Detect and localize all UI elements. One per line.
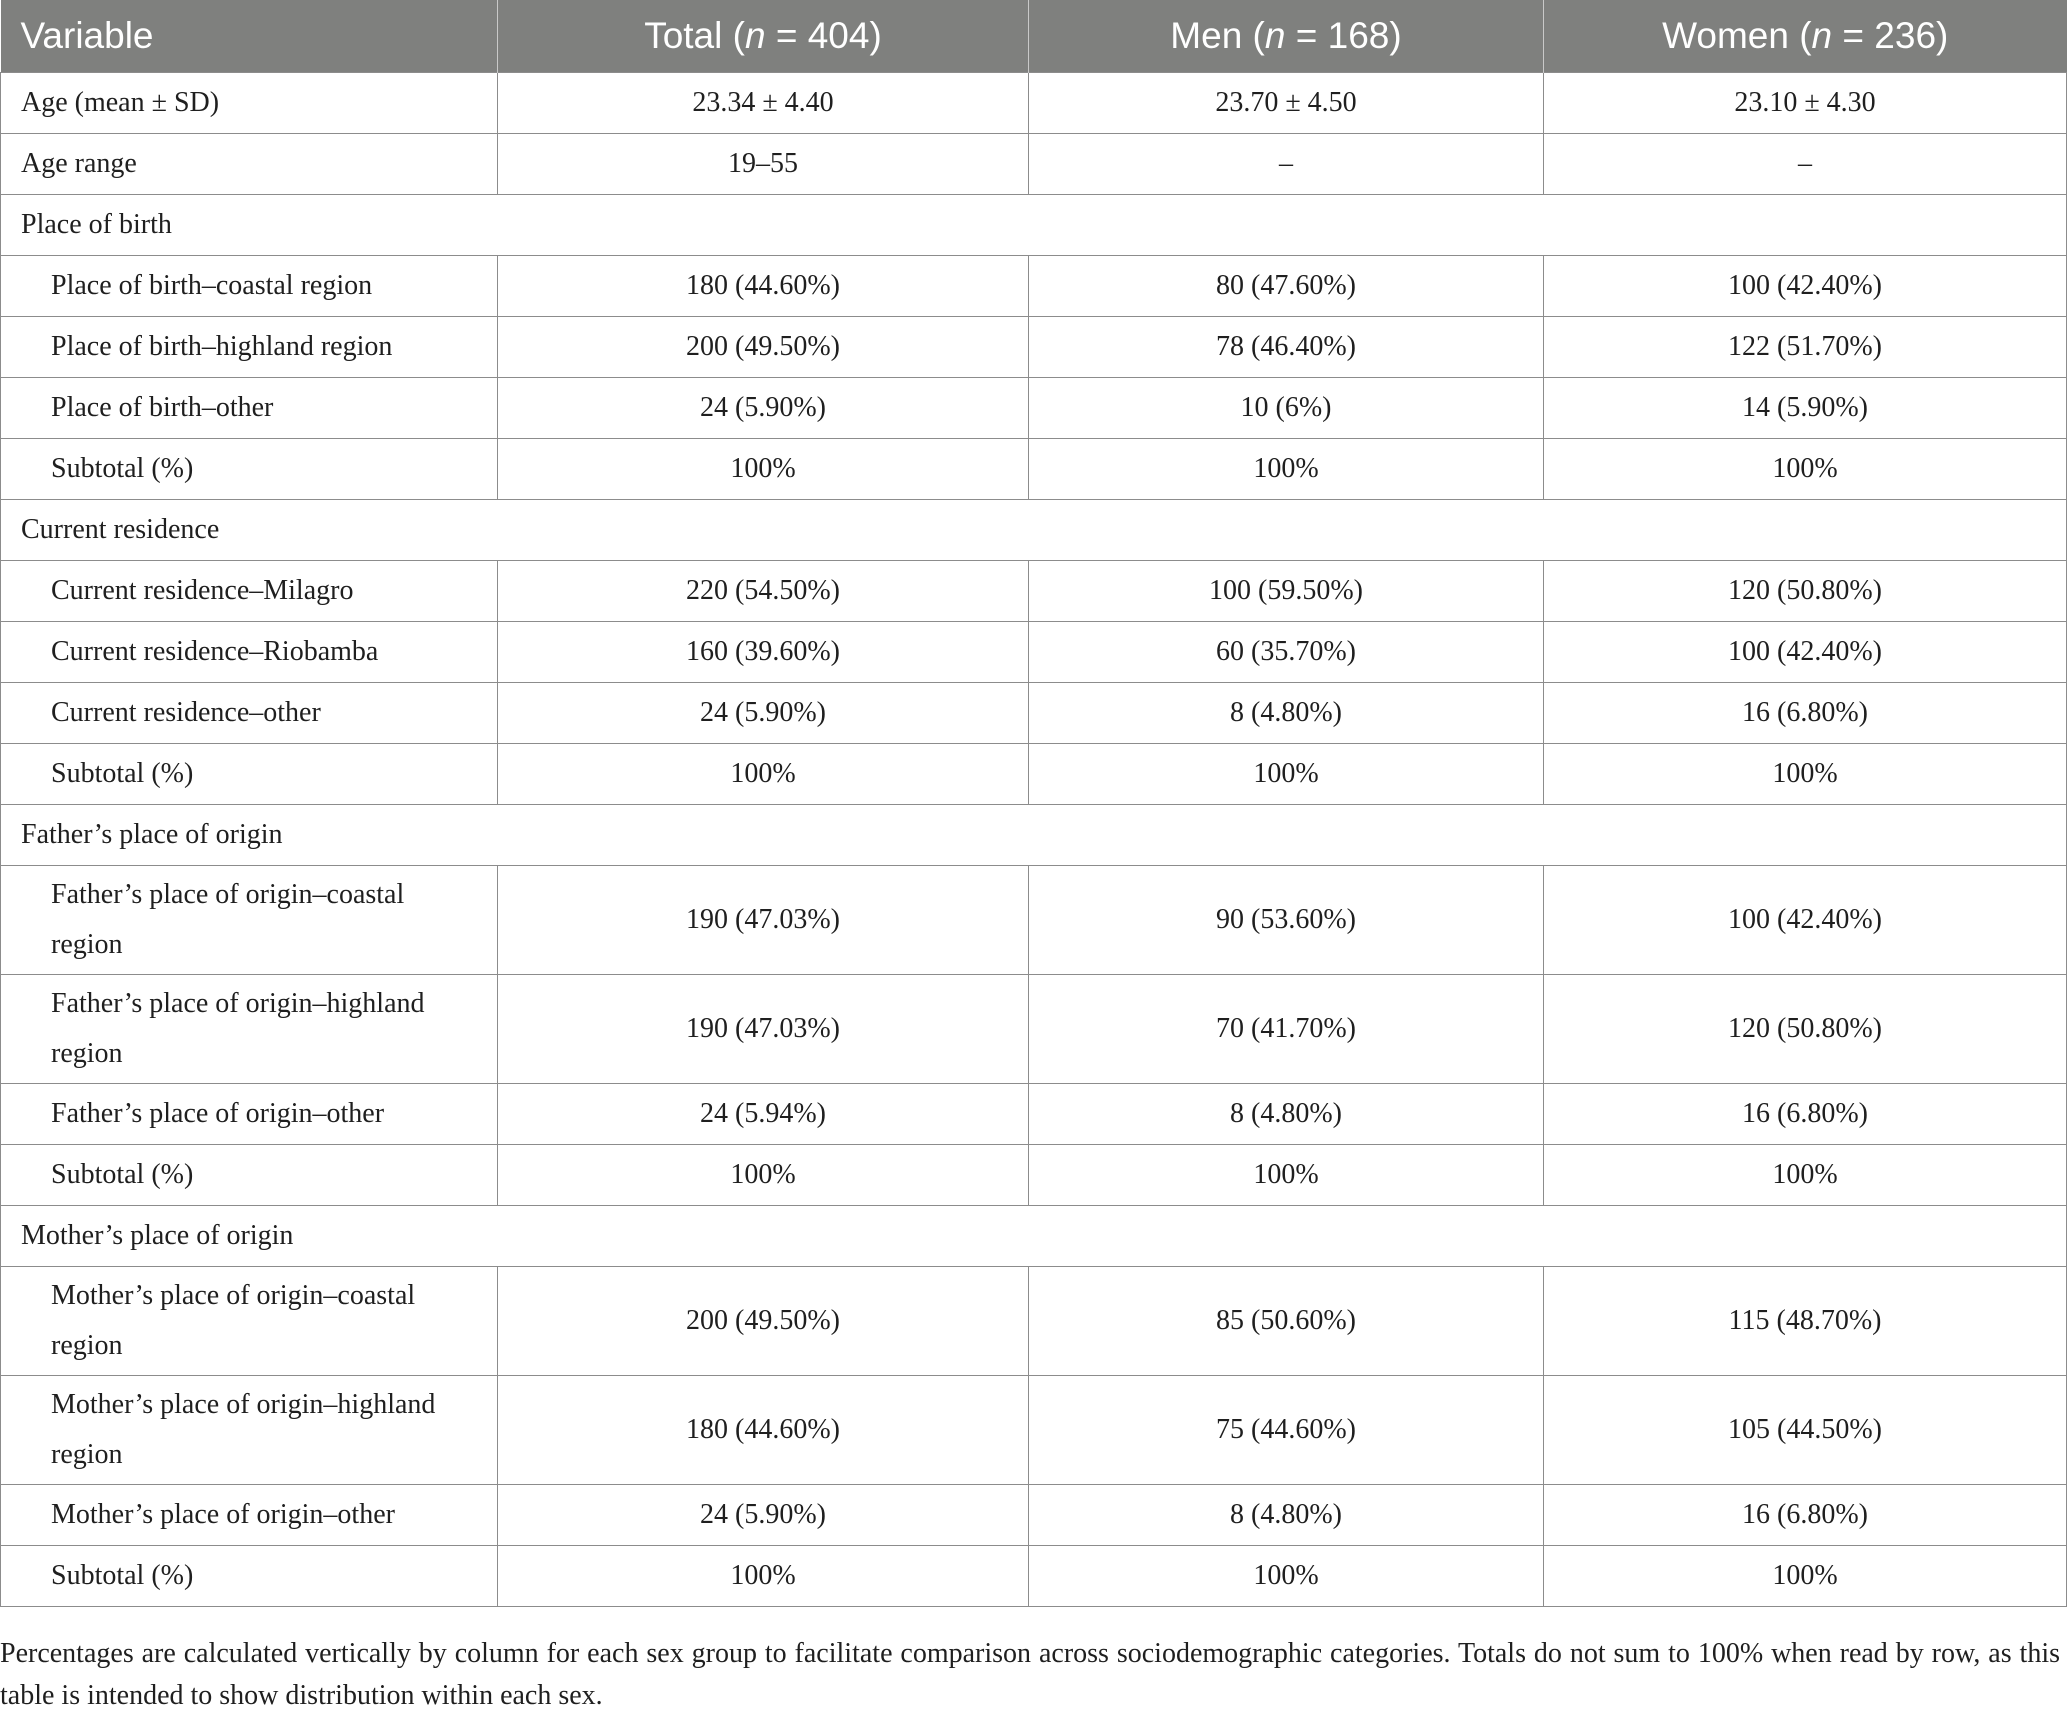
- table-row: [1, 317, 2067, 378]
- header-women: [1544, 0, 2067, 73]
- row-label: Place of birth–other: [1, 378, 498, 439]
- cell-men: 60 (35.70%): [1029, 622, 1544, 683]
- table-footnote: Percentages are calculated vertically by column for each sex group to facilitate comparison across sociodemographic categories. Totals do not sum to 100% when read by row, as this table is intended to show distribution within each sex.: [0, 1638, 2060, 1711]
- header-total-n: n: [744, 15, 766, 56]
- cell-women: 100%: [1544, 1145, 2067, 1206]
- table-row: [1, 1376, 2067, 1485]
- cell-men: 70 (41.70%): [1029, 975, 1544, 1084]
- row-label: Mother’s place of origin–highland region: [1, 1376, 498, 1485]
- cell-women: 16 (6.80%): [1544, 1084, 2067, 1145]
- cell-men: 85 (50.60%): [1029, 1267, 1544, 1376]
- table-row: [1, 378, 2067, 439]
- cell-total: 19–55: [498, 134, 1029, 195]
- cell-total: 23.34 ± 4.40: [498, 73, 1029, 134]
- row-label: Father’s place of origin–coastal region: [1, 866, 498, 975]
- table-row: [1, 975, 2067, 1084]
- cell-women: 105 (44.50%): [1544, 1376, 2067, 1485]
- row-label: Age (mean ± SD): [1, 73, 498, 134]
- header-women-count: = 236): [1832, 15, 1949, 56]
- table-row: [1, 1267, 2067, 1376]
- table-row: [1, 1485, 2067, 1546]
- row-label: Subtotal (%): [1, 1145, 498, 1206]
- cell-total: 24 (5.94%): [498, 1084, 1029, 1145]
- row-label: Subtotal (%): [1, 439, 498, 500]
- cell-total: 180 (44.60%): [498, 1376, 1029, 1485]
- section-heading: Place of birth: [1, 195, 2067, 256]
- table-row: [1, 1084, 2067, 1145]
- header-total-label: Total (: [644, 15, 745, 56]
- table-header: [1, 0, 2067, 73]
- table-body: [1, 73, 2067, 1607]
- cell-men: 75 (44.60%): [1029, 1376, 1544, 1485]
- table-row: [1, 134, 2067, 195]
- header-women-n: n: [1811, 15, 1833, 56]
- header-men: [1029, 0, 1544, 73]
- cell-men: 100%: [1029, 744, 1544, 805]
- cell-total: 24 (5.90%): [498, 1485, 1029, 1546]
- subtotal-row: [1, 439, 2067, 500]
- section-heading: Current residence: [1, 500, 2067, 561]
- cell-total: 180 (44.60%): [498, 256, 1029, 317]
- table-row: [1, 73, 2067, 134]
- cell-total: 100%: [498, 1145, 1029, 1206]
- cell-women: 122 (51.70%): [1544, 317, 2067, 378]
- cell-total: 100%: [498, 744, 1029, 805]
- cell-men: 78 (46.40%): [1029, 317, 1544, 378]
- row-label: Current residence–Milagro: [1, 561, 498, 622]
- row-label: Current residence–other: [1, 683, 498, 744]
- cell-total: 160 (39.60%): [498, 622, 1029, 683]
- row-label: Place of birth–coastal region: [1, 256, 498, 317]
- section-row: [1, 500, 2067, 561]
- cell-women: 100%: [1544, 744, 2067, 805]
- header-variable: Variable: [1, 0, 498, 73]
- cell-women: 14 (5.90%): [1544, 378, 2067, 439]
- section-heading: Father’s place of origin: [1, 805, 2067, 866]
- cell-total: 200 (49.50%): [498, 1267, 1029, 1376]
- cell-total: 24 (5.90%): [498, 683, 1029, 744]
- section-row: [1, 1206, 2067, 1267]
- cell-men: 100%: [1029, 1546, 1544, 1607]
- header-row: [1, 0, 2067, 73]
- cell-men: 100 (59.50%): [1029, 561, 1544, 622]
- cell-women: 100 (42.40%): [1544, 256, 2067, 317]
- header-total: [498, 0, 1029, 73]
- subtotal-row: [1, 1546, 2067, 1607]
- table-row: [1, 622, 2067, 683]
- table-row: [1, 683, 2067, 744]
- cell-women: 23.10 ± 4.30: [1544, 73, 2067, 134]
- header-total-count: = 404): [765, 15, 882, 56]
- cell-men: 23.70 ± 4.50: [1029, 73, 1544, 134]
- subtotal-row: [1, 744, 2067, 805]
- row-label: Subtotal (%): [1, 1546, 498, 1607]
- row-label: Place of birth–highland region: [1, 317, 498, 378]
- cell-women: 100%: [1544, 1546, 2067, 1607]
- cell-total: 24 (5.90%): [498, 378, 1029, 439]
- cell-men: 10 (6%): [1029, 378, 1544, 439]
- cell-men: 8 (4.80%): [1029, 683, 1544, 744]
- subtotal-row: [1, 1145, 2067, 1206]
- cell-men: –: [1029, 134, 1544, 195]
- cell-total: 100%: [498, 439, 1029, 500]
- header-women-label: Women (: [1662, 15, 1812, 56]
- cell-women: 120 (50.80%): [1544, 561, 2067, 622]
- table-row: [1, 866, 2067, 975]
- cell-men: 8 (4.80%): [1029, 1084, 1544, 1145]
- cell-women: 16 (6.80%): [1544, 683, 2067, 744]
- cell-total: 190 (47.03%): [498, 975, 1029, 1084]
- table-row: [1, 256, 2067, 317]
- cell-women: 120 (50.80%): [1544, 975, 2067, 1084]
- cell-men: 90 (53.60%): [1029, 866, 1544, 975]
- cell-men: 100%: [1029, 439, 1544, 500]
- row-label: Subtotal (%): [1, 744, 498, 805]
- row-label: Current residence–Riobamba: [1, 622, 498, 683]
- header-men-label: Men (: [1170, 15, 1265, 56]
- cell-women: 115 (48.70%): [1544, 1267, 2067, 1376]
- cell-total: 200 (49.50%): [498, 317, 1029, 378]
- cell-total: 190 (47.03%): [498, 866, 1029, 975]
- cell-men: 100%: [1029, 1145, 1544, 1206]
- row-label: Father’s place of origin–highland region: [1, 975, 498, 1084]
- cell-total: 220 (54.50%): [498, 561, 1029, 622]
- section-row: [1, 805, 2067, 866]
- row-label: Age range: [1, 134, 498, 195]
- row-label: Mother’s place of origin–coastal region: [1, 1267, 498, 1376]
- cell-men: 80 (47.60%): [1029, 256, 1544, 317]
- section-heading: Mother’s place of origin: [1, 1206, 2067, 1267]
- table-row: [1, 561, 2067, 622]
- section-row: [1, 195, 2067, 256]
- cell-women: 100 (42.40%): [1544, 622, 2067, 683]
- cell-women: 16 (6.80%): [1544, 1485, 2067, 1546]
- cell-women: –: [1544, 134, 2067, 195]
- row-label: Father’s place of origin–other: [1, 1084, 498, 1145]
- cell-men: 8 (4.80%): [1029, 1485, 1544, 1546]
- cell-total: 100%: [498, 1546, 1029, 1607]
- header-men-count: = 168): [1285, 15, 1402, 56]
- cell-women: 100 (42.40%): [1544, 866, 2067, 975]
- row-label: Mother’s place of origin–other: [1, 1485, 498, 1546]
- header-men-n: n: [1264, 15, 1286, 56]
- cell-women: 100%: [1544, 439, 2067, 500]
